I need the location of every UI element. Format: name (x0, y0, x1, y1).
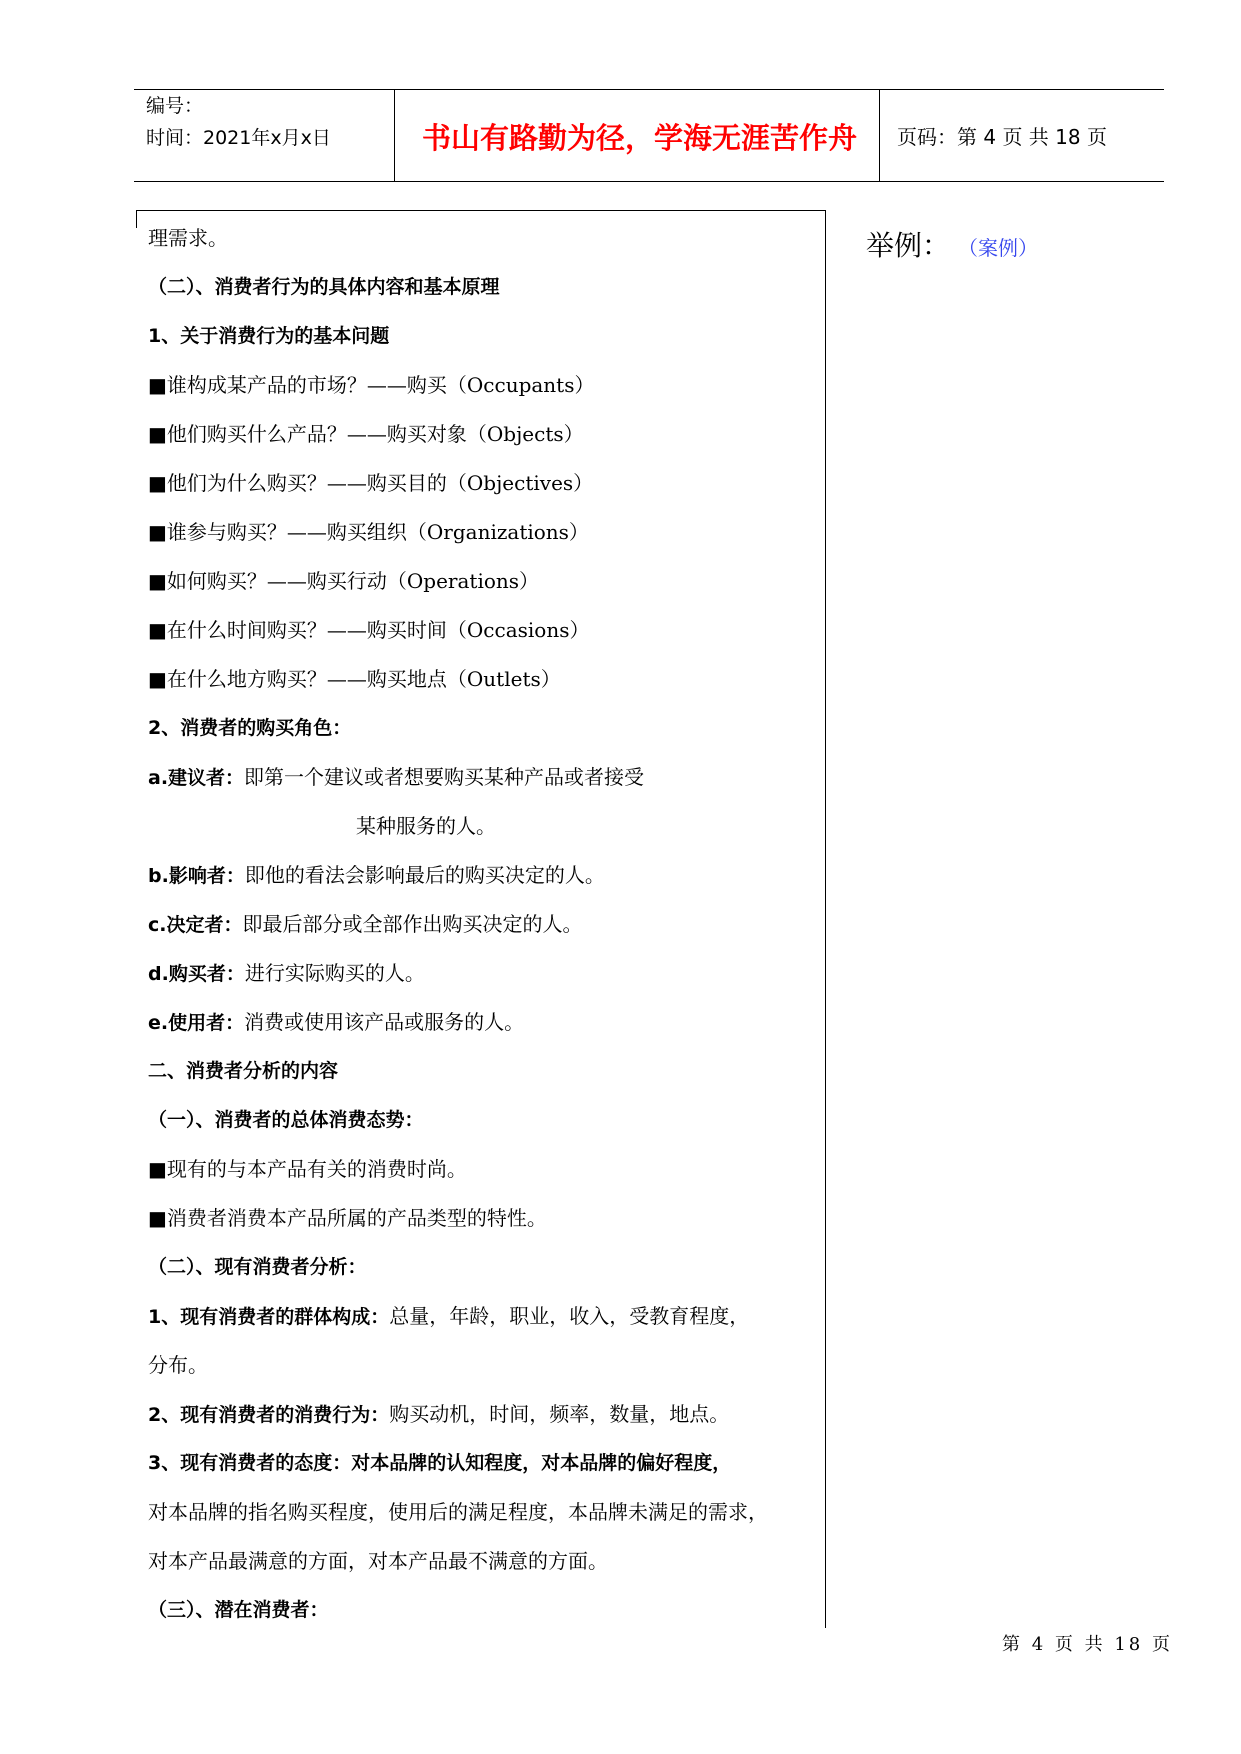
section-heading: （一）、消费者的总体消费态势： (148, 1109, 424, 1131)
example-column (866, 224, 1038, 264)
footer-page-number: 第 4 页 共 18 页 (1002, 1634, 1173, 1655)
analysis-item: 2、现有消费者的消费行为：购买动机，时间，频率，数量，地点。 (148, 1402, 730, 1426)
section-heading: （三）、潜在消费者： (148, 1599, 329, 1621)
list-item: ■他们购买什么产品？——购买对象（Objects） (148, 422, 584, 446)
header-meta (146, 90, 331, 154)
role-item: a.建议者：即第一个建议或者想要购买某种产品或者接受 (148, 765, 645, 789)
analysis-item-continued: 对本产品最满意的方面，对本产品最不满意的方面。 (148, 1549, 608, 1573)
section-heading: 2、消费者的购买角色： (148, 717, 352, 739)
header-bottom-rule (134, 181, 1164, 182)
analysis-item: 1、现有消费者的群体构成：总量，年龄，职业，收入，受教育程度， (148, 1304, 750, 1328)
role-item: e.使用者：消费或使用该产品或服务的人。 (148, 1010, 525, 1034)
doc-time-label: 时间：2021年x月x日 (146, 127, 331, 149)
content-box-top (136, 210, 826, 211)
analysis-item-continued: 对本品牌的指名购买程度，使用后的满足程度，本品牌未满足的需求， (148, 1500, 768, 1524)
role-item-continued: 某种服务的人。 (356, 814, 496, 838)
list-item: ■消费者消费本产品所属的产品类型的特性。 (148, 1206, 547, 1230)
list-item: ■在什么地方购买？——购买地点（Outlets） (148, 667, 561, 691)
section-heading: 二、消费者分析的内容 (148, 1060, 339, 1082)
analysis-item-continued: 分布。 (148, 1353, 208, 1377)
section-heading: （二）、消费者行为的具体内容和基本原理 (148, 276, 500, 298)
header-page-number: 页码：第 4 页 共 18 页 (897, 125, 1107, 149)
example-label: 举例： (866, 229, 951, 262)
list-item: ■他们为什么购买？——购买目的（Objectives） (148, 471, 594, 495)
list-item: ■现有的与本产品有关的消费时尚。 (148, 1157, 467, 1181)
section-heading: （二）、现有消费者分析： (148, 1256, 367, 1278)
list-item: ■如何购买？——购买行动（Operations） (148, 569, 540, 593)
role-item: d.购买者：进行实际购买的人。 (148, 961, 425, 985)
list-item: ■谁构成某产品的市场？——购买（Occupants） (148, 373, 595, 397)
header-motto: 书山有路勤为径，学海无涯苦作舟 (421, 121, 857, 155)
main-content (148, 220, 818, 1641)
content-box-left (136, 210, 137, 228)
text-line: 理需求。 (148, 226, 228, 250)
role-item: c.决定者：即最后部分或全部作出购买决定的人。 (148, 912, 583, 936)
doc-number-label: 编号： (146, 95, 204, 117)
analysis-item: 3、现有消费者的态度：对本品牌的认知程度，对本品牌的偏好程度， (148, 1452, 732, 1474)
content-box-right (825, 210, 826, 1628)
case-link[interactable]: （案例） (968, 236, 1039, 260)
list-item: ■谁参与购买？——购买组织（Organizations） (148, 520, 589, 544)
list-item: ■在什么时间购买？——购买时间（Occasions） (148, 618, 590, 642)
role-item: b.影响者：即他的看法会影响最后的购买决定的人。 (148, 863, 605, 887)
header-divider-left (394, 89, 395, 182)
section-heading: 1、关于消费行为的基本问题 (148, 325, 390, 347)
